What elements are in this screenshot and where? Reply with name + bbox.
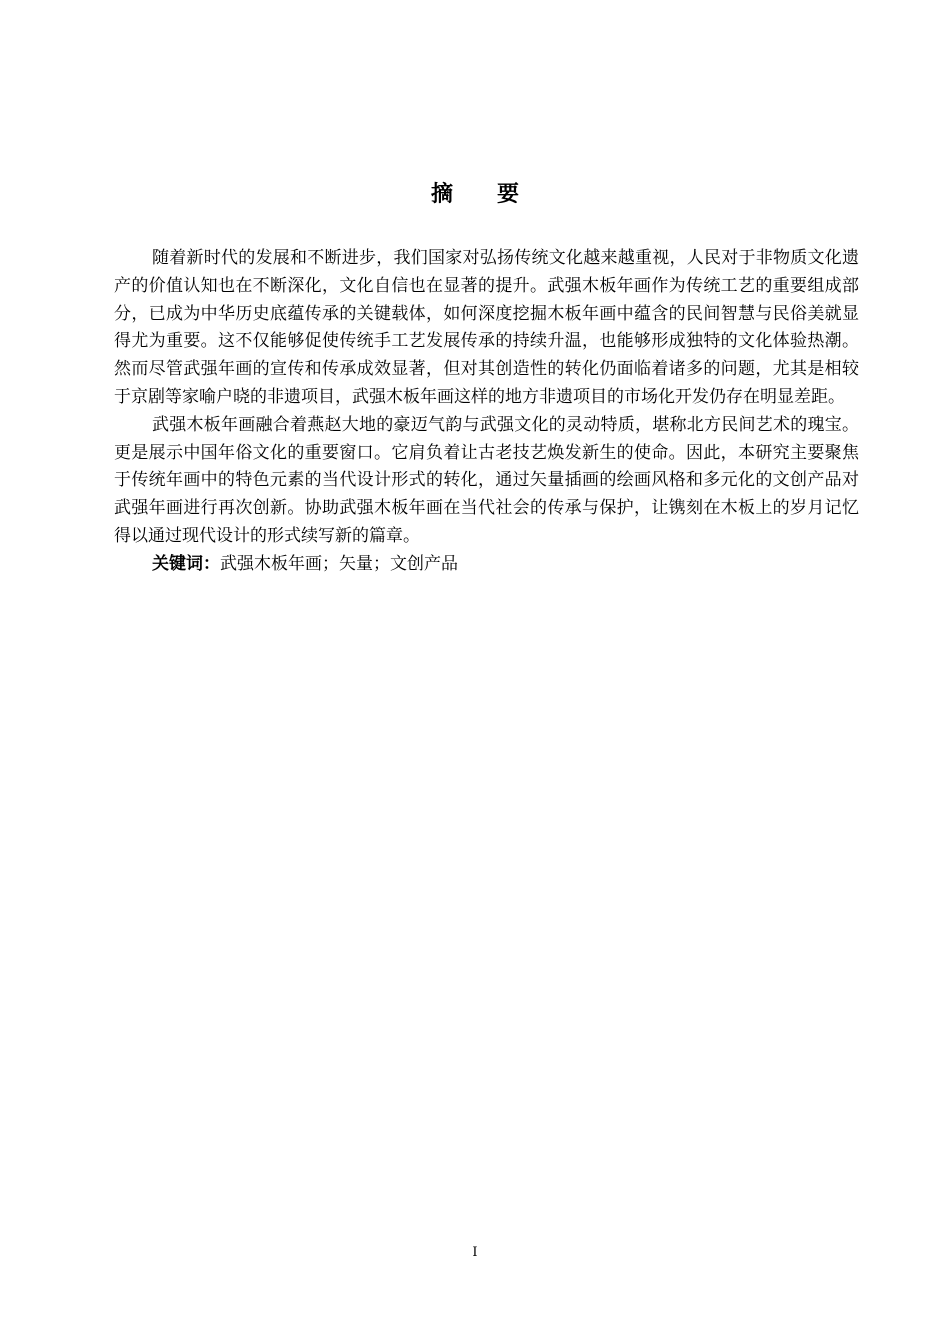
abstract-paragraph-1: 随着新时代的发展和不断进步，我们国家对弘扬传统文化越来越重视，人民对于非物质文化遗产的价值认知也在不断深化，文化自信也在显著的提升。武强木板年画作为传统工艺的重要组成部分，已成为中华历史底蕴传承的关键载体，如何深度挖掘木板年画中蕴含的民间智慧与民俗美就显得尤为重要。这不仅能够促使传统手工艺发展传承的持续升温，也能够形成独特的文化体验热潮。然而尽管武强年画的宣传和传承成效显著，但对其创造性的转化仍面临着诸多的问题，尤其是相较于京剧等家喻户晓的非遗项目，武强木板年画这样的地方非遗项目的市场化开发仍存在明显差距。 (114, 248, 859, 407)
keywords-label: 关键词： (152, 553, 220, 574)
page-number: I (472, 1245, 478, 1260)
keywords-value: 武强木板年画；矢量；文创产品 (220, 553, 458, 574)
abstract-paragraph-2: 武强木板年画融合着燕赵大地的豪迈气韵与武强文化的灵动特质，堪称北方民间艺术的瑰宝。更是展示中国年俗文化的重要窗口。它肩负着让古老技艺焕发新生的使命。因此，本研究主要聚焦于传统年画中的特色元素的当代设计形式的转化，通过矢量插画的绘画风格和多元化的文创产品对武强年画进行再次创新。协助武强木板年画在当代社会的传承与保护，让镌刻在木板上的岁月记忆得以通过现代设计的形式续写新的篇章。 (114, 414, 859, 546)
abstract-title: 摘要 (430, 182, 563, 207)
keywords-line (114, 551, 859, 579)
abstract-body (114, 245, 859, 579)
